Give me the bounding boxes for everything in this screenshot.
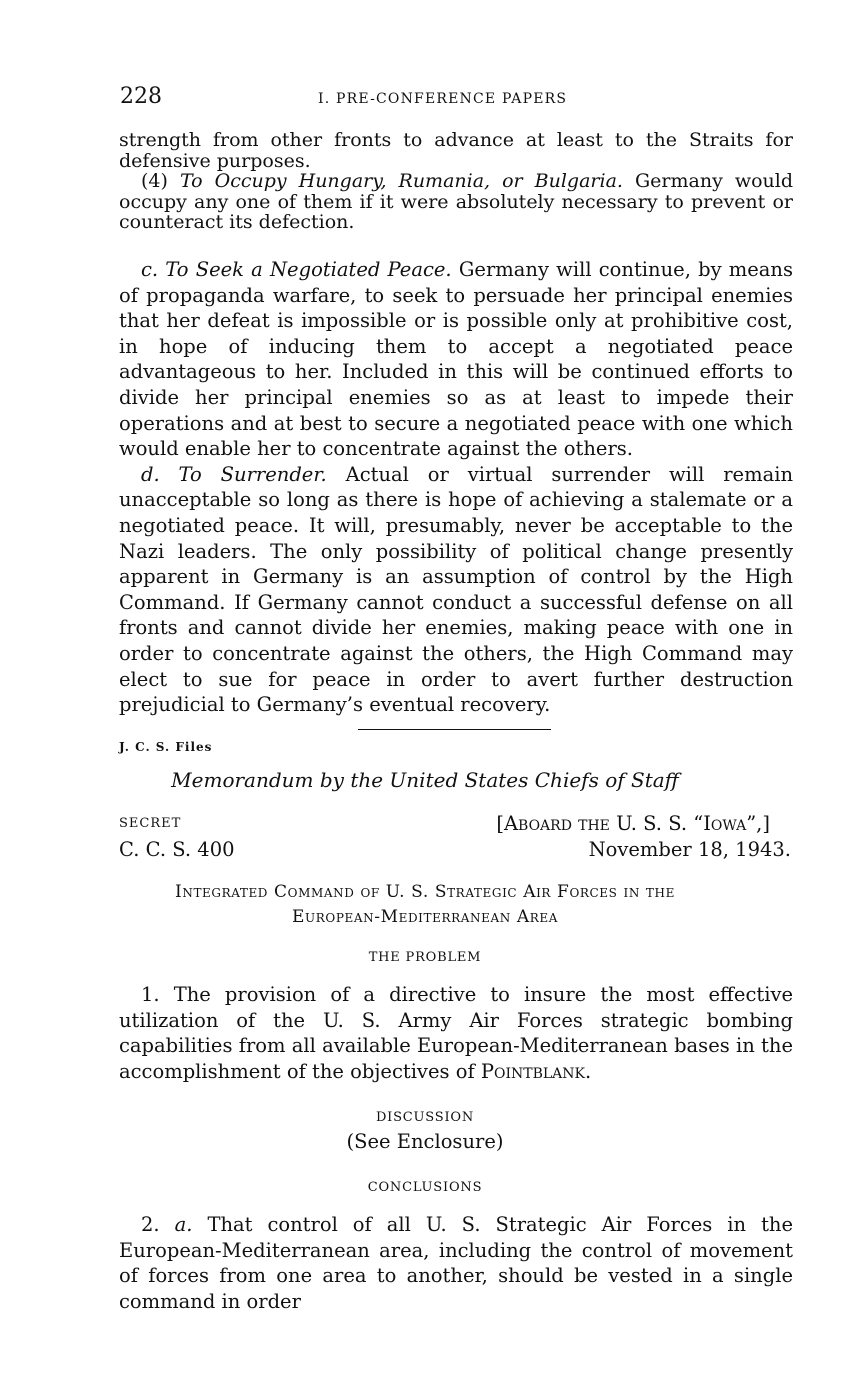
occupy-paragraph <box>119 171 793 233</box>
conclusion-paragraph <box>119 1212 793 1314</box>
discussion-label: DISCUSSION <box>375 1110 475 1125</box>
item-number: (4) <box>141 170 168 192</box>
source-files: J. C. S. Files <box>119 740 213 754</box>
conclusion-number: 2. <box>141 1213 160 1236</box>
conclusions-label: CONCLUSIONS <box>367 1180 483 1195</box>
negotiated-peace-text: Germany will continue, by means of propaganda warfare, to seek to persuade her principal enemies that her defeat is impossible or is possible only at prohibitive cost, in hope of inducing them to accept a negotiated peace advantageous to her. Included in this will be continued efforts to divide her principal enemies so as at least to impede their operations and at best to secure a negotiated peace with one which would enable her to concentrate against the others. <box>119 258 794 461</box>
surrender-text: Actual or virtual surrender will remain unacceptable so long as there is hope of achieving a stalemate or a negotiated peace. It will, presumably, never be acceptable to the Nazi leaders. The only possibility of political change presently apparent in Germany is an assumption of control by the High Command. If Germany cannot conduct a successful defense on all fronts and cannot divide her enemies, making peace with one in order to concentrate against the others, the High Command may elect to sue for peace in order to avert further destruction prejudicial to Germany’s eventual recovery. <box>119 462 793 717</box>
location-line: [Aboard the U. S. S. “Iowa”,] <box>496 812 770 835</box>
document-reference: C. C. S. 400 <box>119 838 235 861</box>
memo-title: Memorandum by the United States Chiefs of Staff <box>171 768 679 792</box>
problem-label: THE PROBLEM <box>368 950 482 965</box>
occupy-heading: To Occupy Hungary, Rumania, or Bulgaria. <box>179 170 623 192</box>
surrender-paragraph <box>119 462 793 718</box>
memo-heading-line1: Integrated Command of U. S. Strategic Air Forces in the <box>175 882 675 902</box>
continuation-block <box>119 130 793 233</box>
problem-text: 1. The provision of a directive to insure the most effective utilization of the U. S. Army Air Forces strategic bombing capabilities from all available European-Mediterranean bases in the accomplishment of the objectives of <box>119 983 793 1083</box>
problem-paragraph <box>119 982 793 1084</box>
conclusions-block <box>119 1212 793 1314</box>
memo-heading-line2: European-Mediterranean Area <box>292 907 558 927</box>
negotiated-peace-paragraph <box>119 257 793 462</box>
negotiated-peace-heading: c. To Seek a Negotiated Peace. <box>141 258 452 281</box>
see-enclosure: (See Enclosure) <box>346 1130 504 1153</box>
occupy-text: Germany would occupy any one of them if it were absolutely necessary to prevent or counteract its defection. <box>119 170 794 233</box>
conclusion-letter: a. <box>174 1213 193 1236</box>
memo-date: November 18, 1943. <box>588 838 791 861</box>
options-block <box>119 257 793 718</box>
section-divider <box>358 729 551 730</box>
problem-block <box>119 982 793 1084</box>
running-header: I. PRE-CONFERENCE PAPERS <box>318 91 568 107</box>
classification: SECRET <box>119 816 182 831</box>
surrender-heading: d. To Surrender. <box>141 462 327 486</box>
straits-paragraph: strength from other fronts to advance at least to the Straits for defensive purposes. <box>119 129 793 172</box>
page-number: 228 <box>120 84 162 109</box>
codename: Pointblank. <box>480 1059 592 1083</box>
conclusion-text: That control of all U. S. Strategic Air Forces in the European-Mediterranean area, including the control of movement of forces from one area to another, should be vested in a single command in order <box>119 1213 794 1313</box>
